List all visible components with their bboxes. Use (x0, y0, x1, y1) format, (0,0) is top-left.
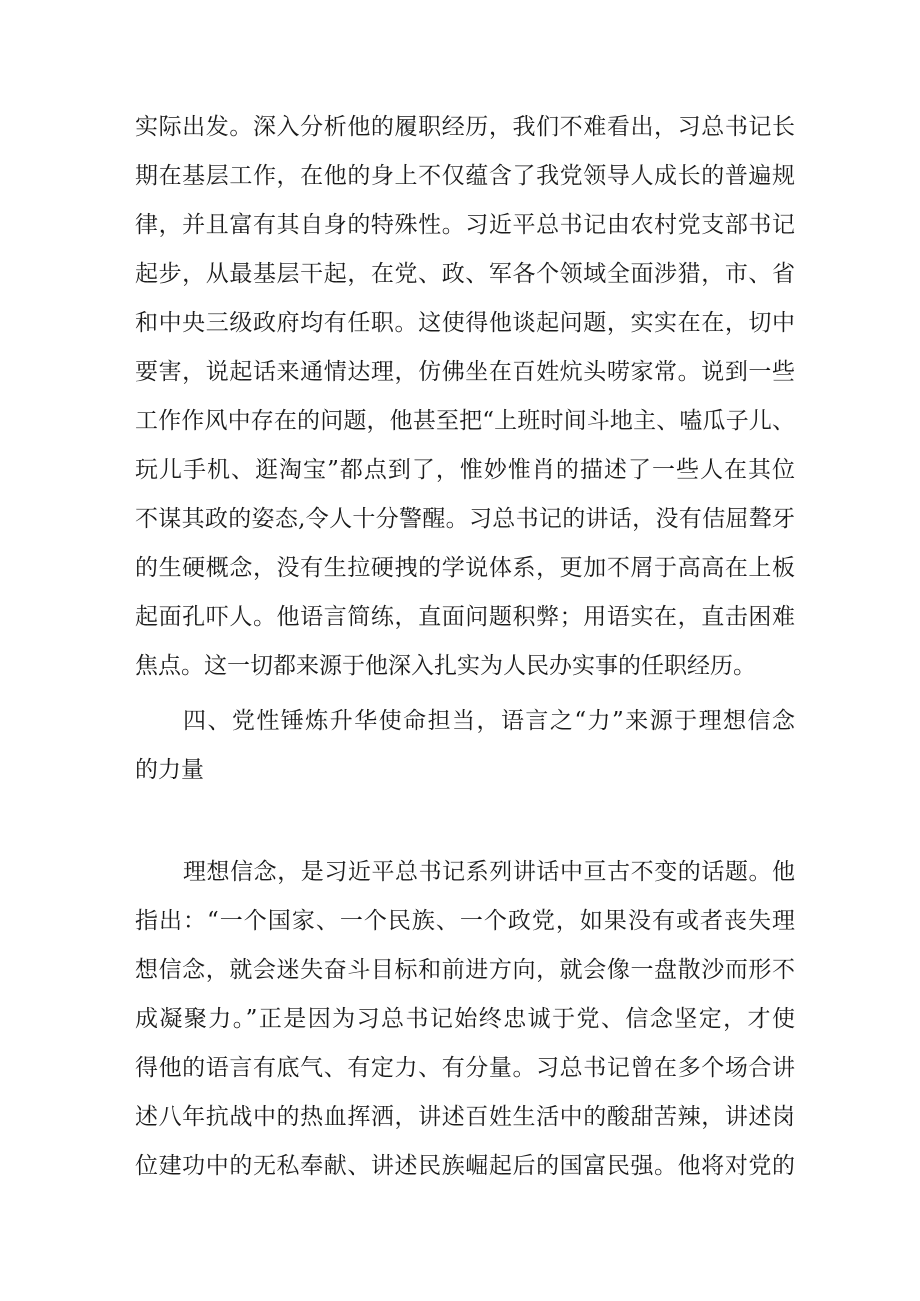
text-line: 述八年抗战中的热血挥洒，讲述百姓生活中的酸甜苦辣，讲述岗 (135, 1104, 795, 1130)
text-line: 位建功中的无私奉献、讲述民族崛起后的国富民强。他将对党的 (135, 1153, 795, 1179)
text-line: 工作作风中存在的问题，他甚至把“上班时间斗地主、嗑瓜子儿、 (135, 408, 795, 434)
text-line: 要害，说起话来通情达理，仿佛坐在百姓炕头唠家常。说到一些 (135, 359, 795, 385)
heading-line: 四、党性锤炼升华使命担当，语言之“力”来源于理想信念 (183, 708, 795, 734)
text-line: 焦点。这一切都来源于他深入扎实为人民办实事的任职经历。 (135, 653, 756, 679)
body-paragraph (135, 848, 795, 1191)
text-line: 玩儿手机、逛淘宝”都点到了，惟妙惟肖的描述了一些人在其位 (135, 457, 795, 483)
text-line: 的生硬概念，没有生拉硬拽的学说体系，更加不屑于高高在上板 (135, 555, 795, 581)
text-line: 得他的语言有底气、有定力、有分量。习总书记曾在多个场合讲 (135, 1055, 795, 1081)
text-line: 实际出发。深入分析他的履职经历，我们不难看出，习总书记长 (135, 114, 795, 140)
text-line: 指出：“一个国家、一个民族、一个政党，如果没有或者丧失理 (135, 908, 795, 934)
text-line: 起步，从最基层干起，在党、政、军各个领域全面涉猎，市、省 (135, 261, 795, 287)
text-line: 不谋其政的姿态,令人十分警醒。习总书记的讲话，没有佶屈聱牙 (135, 506, 795, 532)
text-line: 期在基层工作，在他的身上不仅蕴含了我党领导人成长的普遍规 (135, 163, 795, 189)
text-line: 成凝聚力。”正是因为习总书记始终忠诚于党、信念坚定，才使 (135, 1006, 795, 1032)
text-line: 理想信念，是习近平总书记系列讲话中亘古不变的话题。他 (183, 859, 795, 885)
text-line: 律，并且富有其自身的特殊性。习近平总书记由农村党支部书记 (135, 212, 795, 238)
text-line: 和中央三级政府均有任职。这使得他谈起问题，实实在在，切中 (135, 310, 795, 336)
section-heading (135, 697, 795, 795)
text-line: 起面孔吓人。他语言简练，直面问题积弊；用语实在，直击困难 (135, 604, 795, 630)
text-line: 想信念，就会迷失奋斗目标和前进方向，就会像一盘散沙而形不 (135, 957, 795, 983)
body-paragraph (135, 103, 795, 691)
heading-line: 的力量 (135, 757, 204, 783)
